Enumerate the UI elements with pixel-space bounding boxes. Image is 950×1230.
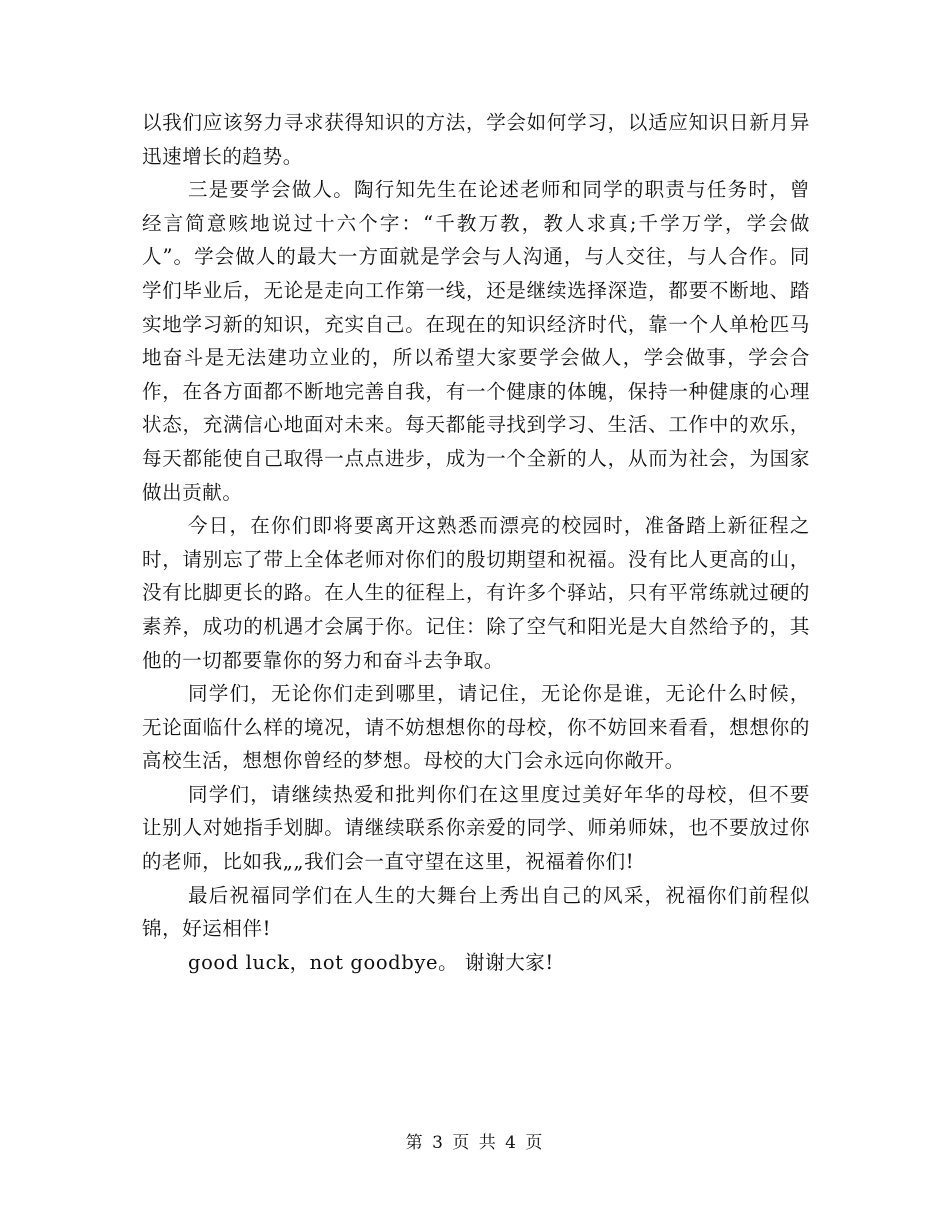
paragraph-7: good luck，not goodbye。 谢谢大家! [188, 950, 554, 974]
page-number-footer: 第 3 页 共 4 页 [405, 1133, 545, 1153]
paragraph-3: 今日，在你们即将要离开这熟悉而漂亮的校园时，准备踏上新征程之时，请别忘了带上全体老师对你们的殷切期望和祝福。没有比人更高的山，没有比脚更长的路。在人生的征程上，有许多个驿站，只有平常练就过硬的素养，成功的机遇才会属于你。记住：除了空气和阳光是大自然给予的，其他的一切都要靠你的努力和奋斗去争取。 [142, 514, 810, 672]
paragraph-2: 三是要学会做人。陶行知先生在论述老师和同学的职责与任务时，曾经言简意赅地说过十六个字：“千教万教，教人求真;千学万学，学会做人”。学会做人的最大一方面就是学会与人沟通，与人交往，与人合作。同学们毕业后，无论是走向工作第一线，还是继续选择深造，都要不断地、踏实地学习新的知识，充实自己。在现在的知识经济时代，靠一个人单枪匹马地奋斗是无法建功立业的，所以希望大家要学会做人，学会做事，学会合作，在各方面都不断地完善自我，有一个健康的体魄，保持一种健康的心理状态，充满信心地面对未来。每天都能寻找到学习、生活、工作中的欢乐，每天都能使自己取得一点点进步，成为一个全新的人，从而为社会，为国家做出贡献。 [142, 178, 810, 504]
paragraph-4: 同学们，无论你们走到哪里，请记住，无论你是谁，无论什么时候，无论面临什么样的境况，请不妨想想你的母校，你不妨回来看看，想想你的高校生活，想想你曾经的梦想。母校的大门会永远向你敞开。 [142, 682, 810, 773]
paragraph-6: 最后祝福同学们在人生的大舞台上秀出自己的风采，祝福你们前程似锦，好运相伴! [142, 883, 810, 941]
paragraph-5: 同学们，请继续热爱和批判你们在这里度过美好年华的母校，但不要让别人对她指手划脚。请继续联系你亲爱的同学、师弟师妹，也不要放过你的老师，比如我„„我们会一直守望在这里，祝福着你们! [142, 782, 810, 874]
paragraph-1: 以我们应该努力寻求获得知识的方法，学会如何学习，以适应知识日新月异迅速增长的趋势。 [142, 111, 810, 168]
document-body [142, 106, 810, 979]
